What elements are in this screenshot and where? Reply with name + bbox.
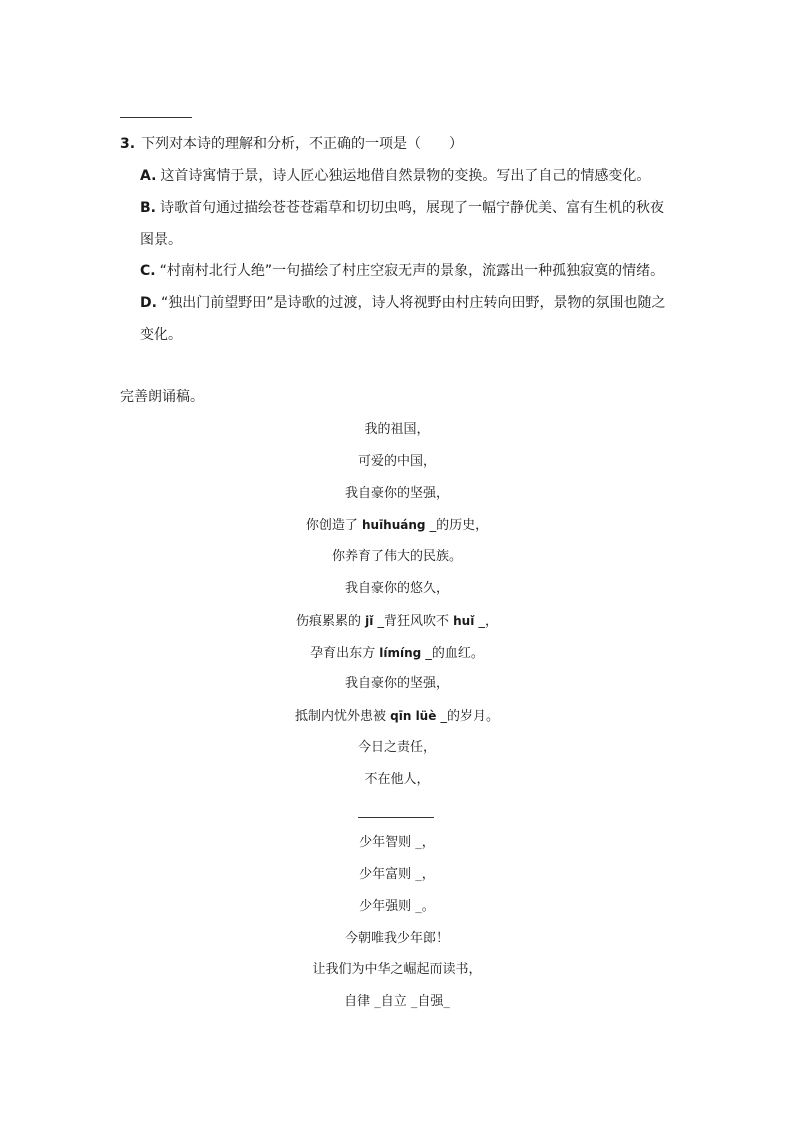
option-c xyxy=(140,261,664,281)
poem-blank-line xyxy=(358,817,434,818)
option-text: “独出门前望野田”是诗歌的过渡，诗人将视野由村庄转向田野，景物的氛围也随之 xyxy=(160,295,666,311)
option-b xyxy=(140,198,664,218)
answer-blank-line xyxy=(120,117,192,118)
poem-line: 我自豪你的坚强， xyxy=(344,676,449,691)
fill-blank: _的岁月。 xyxy=(436,709,499,724)
poem-line: 少年富则 _， xyxy=(359,867,435,882)
fill-blank: _的血红。 xyxy=(421,646,484,661)
poem-line: 孕育出东方 límíng _的血红。 xyxy=(310,646,484,661)
option-d-continuation: 变化。 xyxy=(140,327,182,343)
poem-line: 少年强则 _。 xyxy=(359,899,435,914)
poem-line: 今日之责任， xyxy=(357,740,436,755)
fill-blank: _的历史， xyxy=(425,518,489,533)
pinyin-prompt: qīn lüè xyxy=(390,709,437,723)
option-b-continuation: 图景。 xyxy=(140,232,182,248)
pinyin-prompt: jǐ xyxy=(365,614,374,628)
question-number: 3. xyxy=(120,136,136,152)
poem-line: 不在他人， xyxy=(364,772,430,787)
poem-line: 你创造了 huīhuáng _的历史， xyxy=(305,518,489,533)
option-text: 这首诗寓情于景，诗人匠心独运地借自然景物的变换。写出了自己的情感变化。 xyxy=(160,168,651,184)
poem-line: 我自豪你的悠久， xyxy=(344,581,449,596)
section-title: 完善朗诵稿。 xyxy=(120,389,204,405)
pinyin-prompt: límíng xyxy=(379,646,422,660)
poem-line: 抵制内忧外患被 qīn lüè _的岁月。 xyxy=(295,709,499,724)
fill-blank: _， xyxy=(474,614,498,629)
fill-blank: _背狂风吹不 xyxy=(373,614,454,629)
question-stem xyxy=(120,134,463,154)
poem-line: 我自豪你的坚强， xyxy=(344,486,449,501)
option-text: “村南村北行人绝”一句描绘了村庄空寂无声的景象，流露出一种孤独寂寞的情绪。 xyxy=(159,263,665,279)
option-key: B. xyxy=(140,200,156,216)
pinyin-prompt: huǐ xyxy=(453,614,475,628)
poem-line: 伤痕累累的 jǐ _背狂风吹不 huǐ _， xyxy=(296,614,498,629)
poem-line: 可爱的中国， xyxy=(357,454,436,469)
option-key: A. xyxy=(140,168,157,184)
option-text: 诗歌首句通过描绘苍苍苍霜草和切切虫鸣，展现了一幅宁静优美、富有生机的秋夜 xyxy=(160,200,664,216)
option-key: D. xyxy=(140,295,157,311)
poem-line: 让我们为中华之崛起而读书， xyxy=(312,962,482,977)
poem-line: 自律 _自立 _自强_ xyxy=(344,994,450,1009)
poem-line: 今朝唯我少年郎！ xyxy=(344,931,449,946)
poem-line: 我的祖国， xyxy=(364,422,430,437)
pinyin-prompt: huīhuáng xyxy=(361,518,426,532)
option-d xyxy=(140,293,665,313)
poem-line: 你养育了伟大的民族。 xyxy=(331,549,462,564)
poem-line: 少年智则 _， xyxy=(359,835,435,850)
option-key: C. xyxy=(140,263,156,279)
option-a xyxy=(140,166,650,186)
question-text: 下列对本诗的理解和分析，不正确的一项是（ ） xyxy=(141,136,464,152)
